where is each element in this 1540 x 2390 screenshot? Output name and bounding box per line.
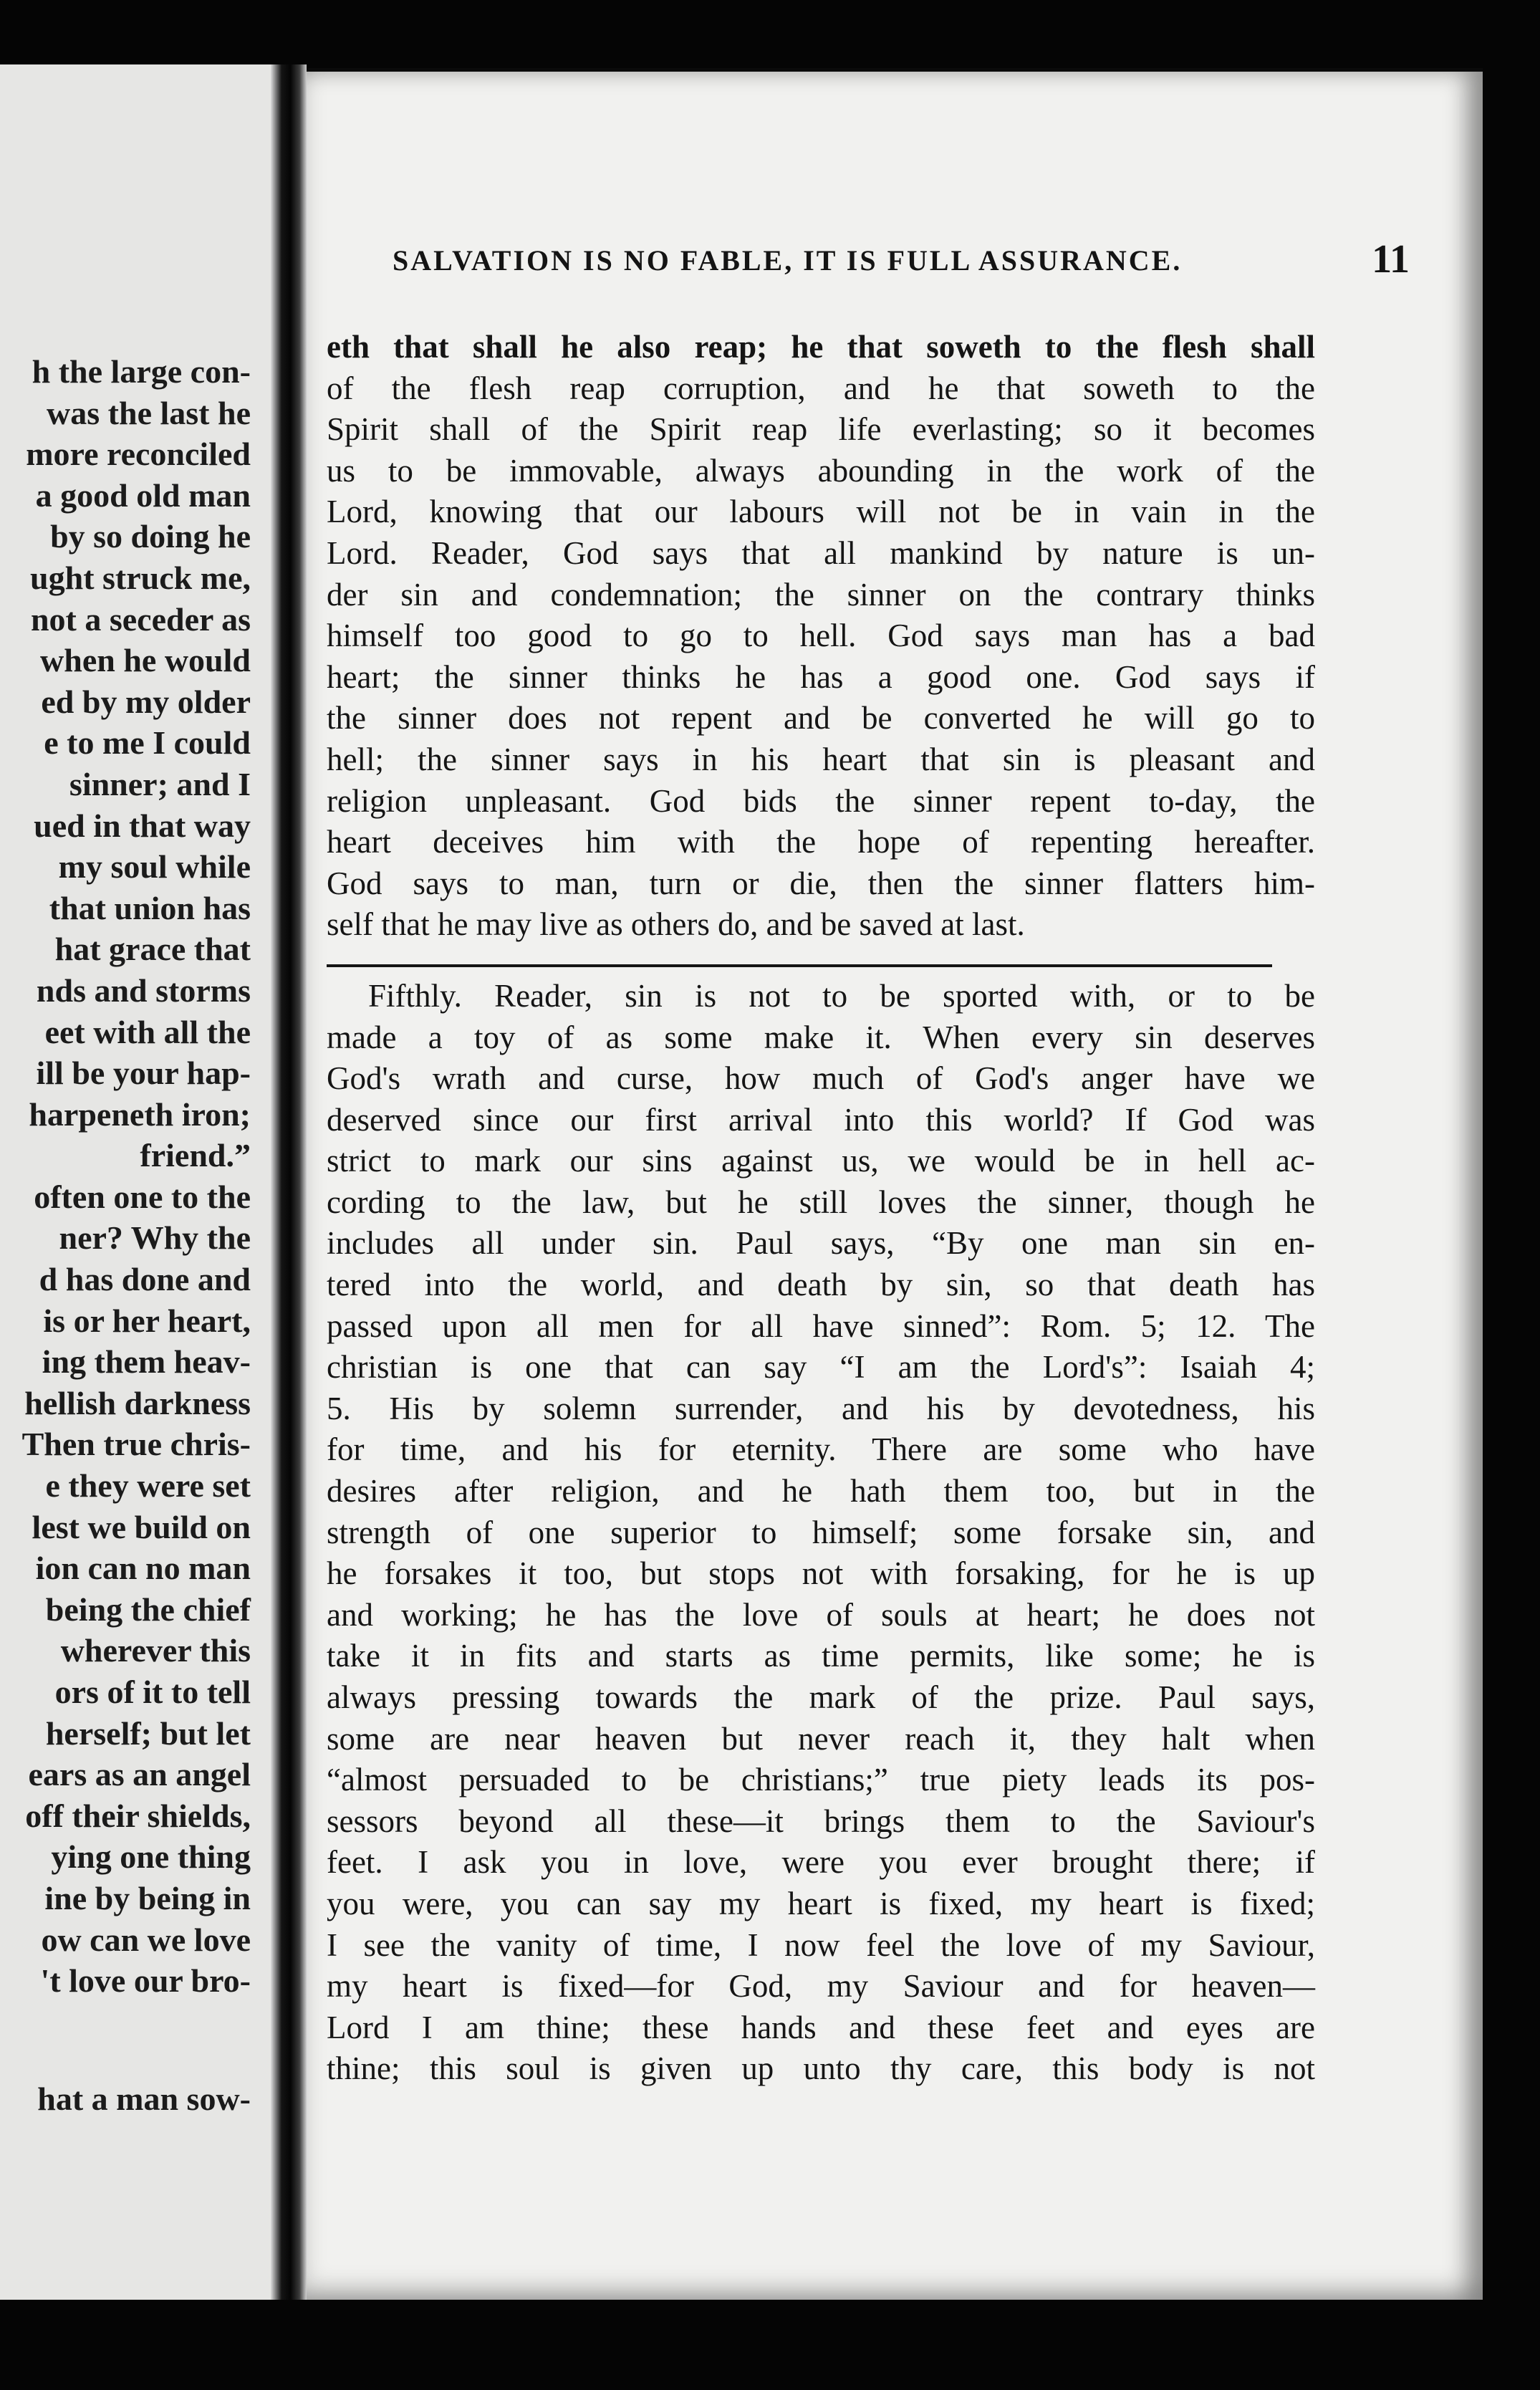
text-line: 5. His by solemn surrender, and his by devotedness, his — [327, 1390, 1315, 1426]
left-text-line: ears as an angel — [28, 1756, 251, 1793]
text-line: der sin and condemnation; the sinner on the contrary thinks — [327, 576, 1315, 613]
text-line: strength of one superior to himself; some forsake sin, and — [327, 1514, 1315, 1550]
running-head: SALVATION IS NO FABLE, IT IS FULL ASSURANCE. — [393, 244, 1183, 277]
left-text-line: was the last he — [47, 394, 251, 431]
scan-border-right — [1483, 0, 1540, 2390]
left-text-line: hellish darkness — [24, 1384, 251, 1421]
text-line: some are near heaven but never reach it, they halt when — [327, 1720, 1315, 1757]
left-text-line: ed by my older — [41, 683, 251, 720]
text-line: you were, you can say my heart is fixed, my heart is fixed; — [327, 1885, 1315, 1921]
text-line: strict to mark our sins against us, we would be in hell ac- — [327, 1143, 1315, 1179]
text-line: cording to the law, but he still loves the sinner, though he — [327, 1184, 1315, 1220]
left-text-line: being the chief — [45, 1590, 251, 1628]
text-line: deserved since our first arrival into this world? If God was — [327, 1101, 1315, 1138]
text-line: God's wrath and curse, how much of God's anger have we — [327, 1060, 1315, 1097]
right-page — [307, 72, 1483, 2300]
text-line: Spirit shall of the Spirit reap life everlasting; so it becomes — [327, 411, 1315, 448]
left-text-line: ine by being in — [44, 1879, 251, 1916]
left-text-line: lest we build on — [32, 1508, 251, 1545]
left-text-line: ion can no man — [35, 1550, 251, 1587]
text-line: tered into the world, and death by sin, so that death has — [327, 1267, 1315, 1303]
text-line: the sinner does not repent and be converted he will go to — [327, 700, 1315, 736]
left-page-fragment — [0, 64, 276, 2307]
left-text-line: is or her heart, — [43, 1302, 251, 1339]
text-line: passed upon all men for all have sinned”: Rom. 5; 12. The — [327, 1307, 1315, 1344]
left-text-line: e to me I could — [44, 724, 251, 762]
left-text-line: ow can we love — [41, 1921, 251, 1958]
text-line: hell; the sinner says in his heart that sin is pleasant and — [327, 741, 1315, 777]
text-line: Lord. Reader, God says that all mankind by nature is un- — [327, 534, 1315, 571]
left-text-line: ught struck me, — [30, 559, 251, 596]
left-text-line: ill be your hap- — [36, 1055, 251, 1092]
left-text-line: harpeneth iron; — [29, 1095, 251, 1133]
left-text-line: often one to the — [34, 1178, 251, 1215]
left-text-line: wherever this — [60, 1632, 251, 1669]
text-line: my heart is fixed—for God, my Saviour and for heaven— — [327, 1968, 1315, 2005]
left-text-line: by so doing he — [50, 518, 251, 555]
page-number: 11 — [1372, 237, 1410, 282]
left-text-line: h the large con- — [32, 353, 251, 390]
text-line: religion unpleasant. God bids the sinner repent to-day, the — [327, 782, 1315, 819]
text-line: God says to man, turn or die, then the sinner flatters him- — [327, 865, 1315, 901]
left-text-line: my soul while — [58, 848, 251, 886]
page-header — [393, 236, 1410, 287]
text-line: feet. I ask you in love, were you ever brought there; if — [327, 1844, 1315, 1881]
text-line: I see the vanity of time, I now feel the love of my Saviour, — [327, 1926, 1315, 1963]
left-text-line: that union has — [49, 889, 251, 926]
left-text-line: friend.” — [140, 1137, 251, 1174]
left-text-line: sinner; and I — [69, 765, 251, 802]
left-text-line: hat grace that — [54, 931, 251, 968]
left-text-line: ors of it to tell — [54, 1674, 251, 1710]
left-text-line: a good old man — [35, 476, 251, 514]
text-line: includes all under sin. Paul says, “By one man sin en- — [327, 1225, 1315, 1262]
left-text-line: Then true chris- — [21, 1426, 251, 1463]
left-text-line: ner? Why the — [59, 1219, 251, 1257]
left-text-line — [0, 2002, 276, 2043]
text-line: christian is one that can say “I am the Lord's”: Isaiah 4; — [327, 1349, 1315, 1386]
text-line: self that he may live as others do, and be saved at last. — [327, 906, 1025, 943]
text-line: for time, and his for eternity. There are some who have — [327, 1431, 1315, 1468]
text-line: always pressing towards the mark of the prize. Paul says, — [327, 1679, 1315, 1715]
left-text-line: 't love our bro- — [40, 1962, 251, 2000]
text-line: heart deceives him with the hope of repenting hereafter. — [327, 824, 1315, 860]
left-text-line: eet with all the — [44, 1013, 251, 1050]
text-line: and working; he has the love of souls at heart; he does not — [327, 1596, 1315, 1633]
left-text-line: off their shields, — [25, 1797, 251, 1834]
left-text-line: hat a man sow- — [37, 2081, 251, 2118]
text-line: Lord, knowing that our labours will not be in vain in the — [327, 494, 1315, 530]
text-line: us to be immovable, always abounding in the work of the — [327, 452, 1315, 489]
left-text-line: ying one thing — [51, 1838, 251, 1876]
text-line: sessors beyond all these—it brings them to the Saviour's — [327, 1803, 1315, 1839]
paragraph-fifthly — [327, 976, 1315, 2090]
text-line: thine; this soul is given up unto thy care, this body is not — [327, 2050, 1315, 2087]
text-line: himself too good to go to hell. God says man has a bad — [327, 618, 1315, 654]
book-gutter — [271, 64, 307, 2307]
text-line: of the flesh reap corruption, and he that soweth to the — [327, 370, 1315, 406]
text-line: heart; the sinner thinks he has a good one. God says if — [327, 658, 1315, 695]
left-text-line: when he would — [40, 642, 251, 679]
scan-border-top — [0, 0, 1540, 68]
text-line: eth that shall he also reap; he that soweth to the flesh shall — [327, 329, 1315, 365]
left-text-line: e they were set — [45, 1467, 251, 1504]
scan-border-bottom — [0, 2300, 1540, 2390]
body-text — [327, 327, 1315, 2090]
left-text-line: not a seceder as — [30, 600, 251, 638]
text-line: made a toy of as some make it. When every sin deserves — [327, 1019, 1315, 1055]
left-text-line: ing them heav- — [42, 1343, 251, 1381]
text-line: Fifthly. Reader, sin is not to be sported with, or to be — [368, 977, 1315, 1014]
left-text-line: d has done and — [39, 1261, 251, 1298]
left-page-text — [0, 351, 276, 2120]
left-text-line: ued in that way — [34, 807, 251, 844]
left-text-line: nds and storms — [36, 971, 251, 1009]
text-line: desires after religion, and he hath them too, but in the — [327, 1473, 1315, 1510]
text-line: he forsakes it too, but stops not with forsaking, for he is up — [327, 1555, 1315, 1592]
text-line: take it in fits and starts as time permits, like some; he is — [327, 1638, 1315, 1674]
left-text-line: herself; but let — [45, 1714, 251, 1752]
section-divider-rule — [327, 964, 1272, 967]
text-line: “almost persuaded to be christians;” true piety leads its pos- — [327, 1762, 1315, 1798]
text-line: Lord I am thine; these hands and these feet and eyes are — [327, 2009, 1315, 2045]
paragraph-continued — [327, 327, 1315, 946]
left-text-line: more reconciled — [26, 436, 251, 473]
